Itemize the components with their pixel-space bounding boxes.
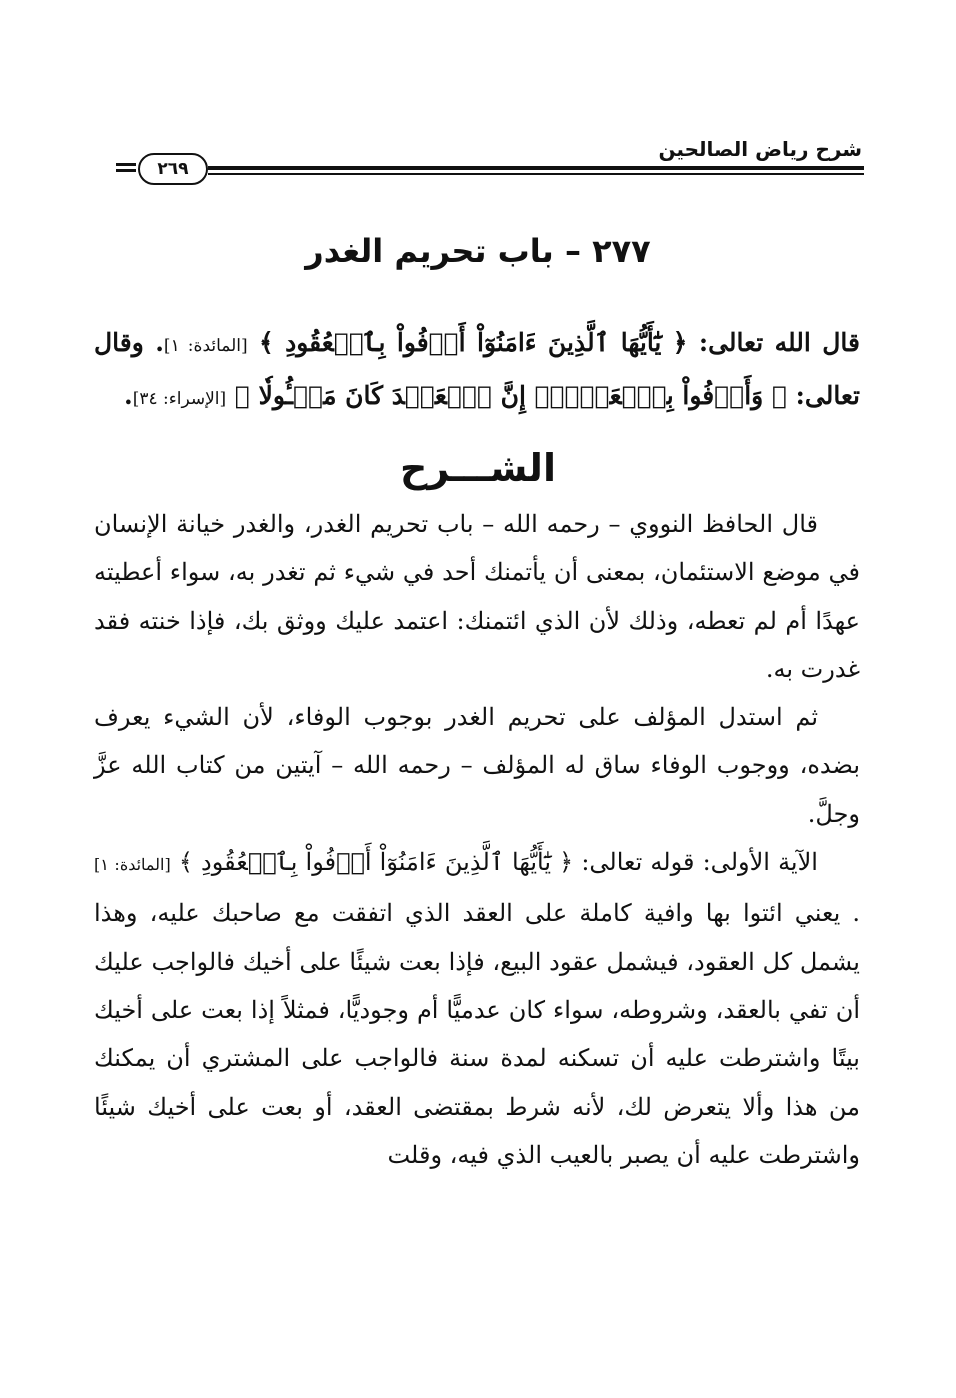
chapter-title: ٢٧٧ – باب تحريم الغدر <box>305 232 651 270</box>
paragraph-3-intro: الآية الأولى: قوله تعالى: <box>581 848 818 877</box>
paragraph-3-verse: ﴿ يَٰٓأَيُّهَا ٱلَّذِينَ ءَامَنُوٓاْ أَوۡفُواْ بِٱلۡعُقُودِ ﴾ <box>178 848 574 877</box>
header-ornament-dash <box>116 169 136 172</box>
page-number-badge <box>138 153 208 185</box>
page-number: ٢٦٩ <box>157 159 189 179</box>
paragraph-3-reference: [المائدة: ١] <box>94 855 171 875</box>
verses-end: . <box>124 381 133 410</box>
paragraph-1: قال الحافظ النووي – رحمه الله – باب تحريم الغدر، والغدر خيانة الإنسان في موضع الاستئمان، بمعنى أن يأتمنك أحد في شيء ثم تغدر به، سواء أعطيته عهدًا أم لم تعطه، وذلك لأن الذي ائتمنك: اعتمد عليك ووثق بك، فإذا خنته فقد غدرت به. <box>94 510 861 683</box>
book-title: شرح رياض الصالحين <box>658 137 862 161</box>
page-header <box>112 128 864 188</box>
commentary-heading-text: الشـــرح <box>400 446 556 490</box>
verse-reference-2: [الإسراء: ٣٤] <box>132 389 227 409</box>
paragraph-3 <box>94 838 860 1179</box>
verses-intro: قال الله تعالى: <box>698 328 860 357</box>
header-rule-thin <box>208 173 864 175</box>
header-rule-thick <box>208 166 864 170</box>
quran-verse-2: ﴿ وَأَوۡفُواْ بِٱلۡعَهۡدِۖ إِنَّ ٱلۡعَهۡدَ كَانَ مَسۡـُٔولٗا ﴾ <box>234 381 787 410</box>
verses-link: . وقال تعالى: <box>94 328 860 410</box>
paragraph-2: ثم استدل المؤلف على تحريم الغدر بوجوب الوفاء، لأن الشيء يعرف بضده، ووجوب الوفاء ساق له المؤلف – رحمه الله – آيتين من كتاب الله عزَّ وجلَّ. <box>94 703 860 828</box>
header-ornament-dash <box>116 163 136 166</box>
verses-block <box>94 318 860 424</box>
chapter-heading <box>80 232 876 270</box>
verse-reference-1: [المائدة: ١] <box>163 336 248 356</box>
paragraph-3-text: . يعني ائتوا بها وافية كاملة على العقد الذي اتفقت مع صاحبك عليه، وهذا يشمل كل العقود، فيشمل عقود البيع، فإذا بعت شيئًا على أخيك فالواجب عليك أن تفي بالعقد، وشروطه، سواء كان عدميًّا أم وجوديًّا، فمثلاً إذا بعت على أخيك بيتًا واشترطت عليه أن تسكنه لمدة سنة فالواجب على المشتري أن يمكنك من هذا وألا يتعرض لك، لأنه شرط بمقتضى العقد، أو بعت على أخيك شيئًا واشترطت عليه أن يصبر بالعيب الذي فيه، وقلت <box>94 899 860 1169</box>
commentary-heading <box>80 446 876 490</box>
commentary-body <box>94 500 860 1179</box>
quran-verse-1: ﴿ يَٰٓأَيُّهَا ٱلَّذِينَ ءَامَنُوٓاْ أَوۡفُواْ بِٱلۡعُقُودِ ﴾ <box>259 328 688 357</box>
